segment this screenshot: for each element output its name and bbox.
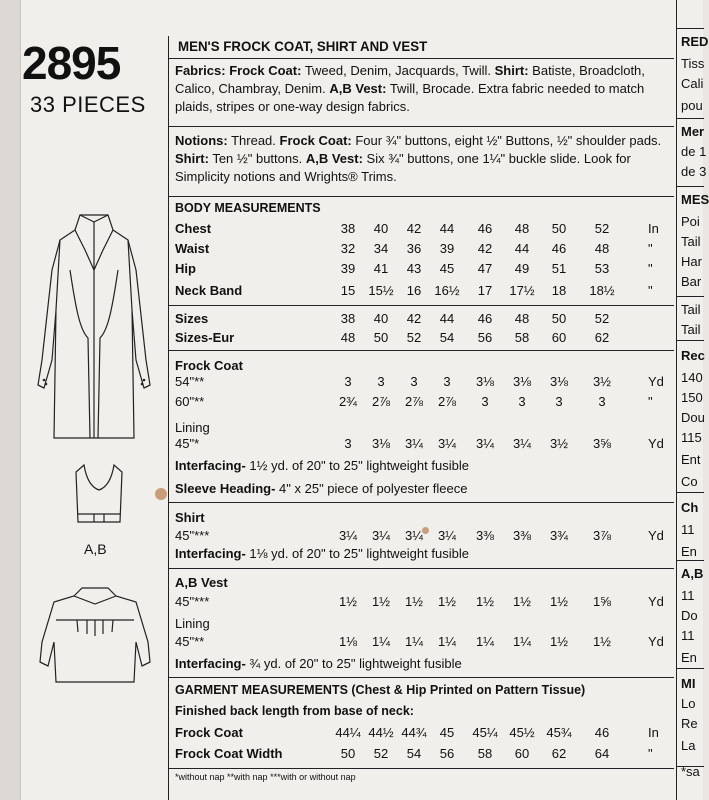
unit-label: " [648, 746, 653, 761]
table-cell: 38 [340, 221, 356, 236]
row-label: 60"** [175, 394, 205, 409]
divider [677, 28, 704, 29]
row-label: Hip [175, 261, 196, 276]
table-cell: 62 [551, 746, 567, 761]
frock-coat-lining-label: Lining [175, 420, 210, 435]
table-cell: 44¾ [401, 725, 427, 740]
unit-label: " [648, 241, 653, 256]
table-cell: 50 [373, 330, 389, 345]
garment-measurements-header: GARMENT MEASUREMENTS (Chest & Hip Printed on Pattern Tissue) [175, 683, 586, 697]
table-cell: 3¼ [404, 436, 424, 451]
table-cell: 1⅝ [592, 594, 612, 609]
fabrics-shirt-text: Batiste, Broadcloth, Calico, Chambray, Denim. [175, 63, 645, 96]
row-label: 45"*** [175, 594, 210, 609]
cutoff-text: MES [681, 192, 709, 207]
vest-sketch [72, 462, 126, 530]
fabrics-section [175, 62, 671, 116]
table-cell: 52 [373, 746, 389, 761]
table-cell: 58 [477, 746, 493, 761]
table-cell: 1¼ [512, 634, 532, 649]
table-cell: 18 [551, 283, 567, 298]
table-cell: 44½ [368, 725, 394, 740]
table-cell: 1½ [549, 634, 569, 649]
frock-coat-interfacing [175, 458, 469, 473]
row-label: Sizes [175, 311, 209, 326]
row-label: 54"** [175, 374, 205, 389]
table-cell: 3⅜ [512, 528, 532, 543]
divider [677, 560, 704, 561]
table-cell: 3⅛ [512, 374, 532, 389]
table-cell: 45 [439, 261, 455, 276]
fabrics-vest-label: A,B Vest: [329, 81, 387, 96]
table-cell: 44 [439, 311, 455, 326]
table-cell: 3¼ [437, 436, 457, 451]
table-cell: 1½ [512, 594, 532, 609]
frock-coat-sketch [30, 210, 160, 445]
table-cell: 3⅛ [475, 374, 495, 389]
pattern-number: 2895 [22, 37, 121, 89]
table-cell: 3½ [549, 436, 569, 451]
table-cell: 3¾ [549, 528, 569, 543]
vest-lining-label: Lining [175, 616, 210, 631]
table-cell: 32 [340, 241, 356, 256]
cutoff-text: En [681, 544, 697, 559]
envelope-edge [0, 0, 21, 800]
table-cell: 42 [406, 221, 422, 236]
table-cell: 48 [514, 221, 530, 236]
table-cell: 60 [514, 746, 530, 761]
body-measurements-header: BODY MEASUREMENTS [175, 201, 321, 215]
unit-label: Yd [648, 594, 664, 609]
cutoff-text: Tail [681, 234, 701, 249]
divider [677, 492, 704, 493]
table-cell: 17½ [509, 283, 535, 298]
divider [677, 186, 704, 187]
divider [168, 126, 674, 127]
unit-label: Yd [648, 528, 664, 543]
shirt-header: Shirt [175, 510, 205, 525]
shirt-interfacing [175, 546, 469, 561]
table-row [175, 594, 671, 612]
table-row [175, 634, 671, 652]
table-cell: 3¼ [437, 528, 457, 543]
table-cell: 34 [373, 241, 389, 256]
table-cell: 2⅞ [437, 394, 457, 409]
unit-label: In [648, 725, 659, 740]
table-cell: 46 [477, 221, 493, 236]
table-cell: 1½ [437, 594, 457, 609]
table-cell: 2¾ [338, 394, 358, 409]
table-cell: 56 [477, 330, 493, 345]
frock-coat-header: Frock Coat [175, 358, 243, 373]
table-cell: 3⅛ [371, 436, 391, 451]
interfacing-label: Interfacing- [175, 458, 246, 473]
divider [168, 58, 674, 59]
unit-label: " [648, 394, 653, 409]
table-cell: 38 [340, 311, 356, 326]
table-cell: 3⅛ [549, 374, 569, 389]
sleeve-heading-label: Sleeve Heading- [175, 481, 276, 496]
table-cell: 3 [377, 374, 385, 389]
table-cell: 39 [439, 241, 455, 256]
table-row [175, 221, 671, 239]
table-cell: 45¼ [472, 725, 498, 740]
cutoff-text: RED [681, 34, 709, 49]
table-row [175, 374, 671, 392]
notions-coat-text: Four ¾" buttons, eight ½" Buttons, ½" shoulder pads. [351, 133, 662, 148]
table-cell: 3¼ [512, 436, 532, 451]
table-cell: 3¼ [338, 528, 358, 543]
interfacing-text: 1½ yd. of 20" to 25" lightweight fusible [245, 458, 469, 473]
table-cell: 49 [514, 261, 530, 276]
table-cell: 3¼ [475, 436, 495, 451]
table-cell: 53 [594, 261, 610, 276]
table-cell: 54 [406, 746, 422, 761]
divider [168, 677, 674, 678]
table-cell: 3 [598, 394, 606, 409]
table-cell: 1⅛ [338, 634, 358, 649]
cutoff-text: Mer [681, 124, 705, 139]
cutoff-text: A,B [681, 566, 704, 581]
table-cell: 36 [406, 241, 422, 256]
divider [168, 196, 674, 197]
vest-view-label: A,B [84, 541, 107, 557]
table-cell: 39 [340, 261, 356, 276]
unit-label: Yd [648, 436, 664, 451]
table-cell: 42 [406, 311, 422, 326]
table-cell: 1¼ [371, 634, 391, 649]
table-cell: 3¼ [404, 528, 424, 543]
table-cell: 3 [443, 374, 451, 389]
divider [168, 502, 674, 503]
table-cell: 58 [514, 330, 530, 345]
table-cell: 40 [373, 311, 389, 326]
cutoff-text: Do [681, 608, 698, 623]
table-cell: 3 [344, 436, 352, 451]
cutoff-text: 150 [681, 390, 703, 405]
table-row [175, 261, 671, 279]
table-cell: 1½ [371, 594, 391, 609]
fabrics-coat-text: Tweed, Denim, Jacquards, Twill. [301, 63, 495, 78]
table-cell: 3⅝ [592, 436, 612, 451]
row-label: 45"* [175, 436, 200, 451]
table-cell: 40 [373, 221, 389, 236]
table-cell: 50 [551, 311, 567, 326]
interfacing-label: Interfacing- [175, 546, 246, 561]
row-label: Frock Coat [175, 725, 243, 740]
table-cell: 44¼ [335, 725, 361, 740]
table-row [175, 311, 671, 329]
divider [677, 296, 704, 297]
interfacing-text: ¾ yd. of 20" to 25" lightweight fusible [245, 656, 462, 671]
fabrics-coat-label: Frock Coat: [229, 63, 302, 78]
divider [677, 668, 704, 669]
row-label: Sizes-Eur [175, 330, 235, 345]
table-cell: 16 [406, 283, 422, 298]
cutoff-text: 115 [681, 430, 702, 445]
table-cell: 3 [481, 394, 489, 409]
fabrics-shirt-label: Shirt: [494, 63, 529, 78]
table-cell: 45½ [509, 725, 535, 740]
fabrics-heading: Fabrics: [175, 63, 226, 78]
vest-header: A,B Vest [175, 575, 228, 590]
cutoff-text: de 1 [681, 144, 707, 159]
table-cell: 18½ [589, 283, 615, 298]
table-cell: 17 [477, 283, 493, 298]
table-cell: 1¼ [475, 634, 495, 649]
table-cell: 15 [340, 283, 356, 298]
adjacent-panel-cutoff [676, 0, 709, 800]
row-label: Waist [175, 241, 210, 256]
divider [168, 568, 674, 569]
table-row [175, 394, 671, 412]
notions-coat-label: Frock Coat: [279, 133, 352, 148]
table-cell: 47 [477, 261, 493, 276]
table-cell: 64 [594, 746, 610, 761]
footnote: *without nap **with nap ***with or without nap [175, 772, 356, 782]
table-row [175, 725, 671, 743]
pieces-count: 33 PIECES [30, 92, 146, 117]
cutoff-text: Tiss [681, 56, 705, 71]
table-cell: 16½ [434, 283, 460, 298]
divider [168, 350, 674, 351]
cutoff-text: 11 [681, 628, 695, 643]
cutoff-text: Re [681, 716, 698, 731]
table-cell: 56 [439, 746, 455, 761]
divider [677, 340, 704, 341]
table-cell: 50 [340, 746, 356, 761]
table-cell: 3 [410, 374, 418, 389]
sleeve-heading-text: 4" x 25" piece of polyester fleece [275, 481, 468, 496]
vest-interfacing [175, 656, 462, 671]
cutoff-text: Ch [681, 500, 699, 515]
table-cell: 48 [340, 330, 356, 345]
row-label: 45"** [175, 634, 205, 649]
shirt-sketch [32, 582, 158, 687]
table-cell: 44 [439, 221, 455, 236]
cutoff-text: Rec [681, 348, 705, 363]
table-cell: 60 [551, 330, 567, 345]
table-cell: 45 [439, 725, 455, 740]
pattern-title: MEN'S FROCK COAT, SHIRT AND VEST [178, 38, 428, 54]
stain-mark [155, 488, 167, 500]
table-row [175, 746, 671, 764]
cutoff-text: Tail [681, 322, 701, 337]
table-cell: 3 [344, 374, 352, 389]
table-row [175, 436, 671, 454]
table-cell: 54 [439, 330, 455, 345]
fabrics-vest-text: Twill, Brocade. Extra fabric needed to match plaids, stripes or one-way design fabrics. [175, 81, 645, 114]
cutoff-text: Co [681, 474, 698, 489]
unit-label: " [648, 283, 653, 298]
garment-measurements-sub: Finished back length from base of neck: [175, 704, 414, 718]
row-label: Chest [175, 221, 212, 236]
table-row [175, 528, 671, 546]
notions-heading: Notions: [175, 133, 228, 148]
table-cell: 41 [373, 261, 389, 276]
cutoff-text: Poi [681, 214, 700, 229]
notions-shirt-text: Ten ½" buttons. [208, 151, 306, 166]
interfacing-text: 1⅛ yd. of 20" to 25" lightweight fusible [245, 546, 469, 561]
table-cell: 3 [555, 394, 563, 409]
sleeve-heading [175, 481, 468, 496]
table-cell: 46 [551, 241, 567, 256]
unit-label: " [648, 261, 653, 276]
cutoff-text: 140 [681, 370, 703, 385]
table-cell: 3 [518, 394, 526, 409]
table-cell: 48 [514, 311, 530, 326]
cutoff-text: Lo [681, 696, 696, 711]
cutoff-text: MI [681, 676, 696, 691]
table-cell: 45¾ [546, 725, 572, 740]
table-cell: 52 [406, 330, 422, 345]
table-cell: 46 [477, 311, 493, 326]
table-cell: 1½ [338, 594, 358, 609]
table-cell: 3¼ [371, 528, 391, 543]
table-cell: 44 [514, 241, 530, 256]
notions-shirt-label: Shirt: [175, 151, 209, 166]
table-cell: 52 [594, 221, 610, 236]
table-cell: 42 [477, 241, 493, 256]
cutoff-text: Dou [681, 410, 705, 425]
divider [677, 766, 704, 767]
table-cell: 3⅞ [592, 528, 612, 543]
unit-label: Yd [648, 634, 664, 649]
row-label: 45"*** [175, 528, 210, 543]
cutoff-text: Cali [681, 76, 704, 91]
table-cell: 51 [551, 261, 567, 276]
cutoff-text: *sa [681, 764, 700, 779]
table-cell: 43 [406, 261, 422, 276]
table-cell: 1¼ [404, 634, 424, 649]
interfacing-label: Interfacing- [175, 656, 246, 671]
row-label: Neck Band [175, 283, 243, 298]
cutoff-text: Bar [681, 274, 702, 289]
table-cell: 48 [594, 241, 610, 256]
table-cell: 50 [551, 221, 567, 236]
divider [168, 305, 674, 306]
table-cell: 1¼ [437, 634, 457, 649]
divider [677, 118, 704, 119]
table-cell: 3½ [592, 374, 612, 389]
notions-section [175, 132, 671, 186]
table-cell: 1½ [404, 594, 424, 609]
table-cell: 52 [594, 311, 610, 326]
notions-vest-text: Six ¾" buttons, one 1¼" buckle slide. Look for Simplicity notions and Wrights® Trims. [175, 151, 631, 184]
cutoff-text: 11 [681, 588, 695, 603]
row-label: Frock Coat Width [175, 746, 283, 761]
cutoff-text: Har [681, 254, 702, 269]
cutoff-text: de 3 [681, 164, 707, 179]
table-cell: 1½ [475, 594, 495, 609]
notions-thread: Thread. [227, 133, 280, 148]
table-row [175, 283, 671, 301]
table-cell: 2⅞ [371, 394, 391, 409]
table-cell: 62 [594, 330, 610, 345]
table-cell: 15½ [368, 283, 394, 298]
unit-label: In [648, 221, 659, 236]
table-cell: 46 [594, 725, 610, 740]
cutoff-text: Tail [681, 302, 701, 317]
notions-vest-label: A,B Vest: [305, 151, 363, 166]
divider [168, 768, 674, 769]
table-row [175, 330, 671, 348]
cutoff-text: En [681, 650, 697, 665]
cutoff-text: pou [681, 98, 703, 113]
table-cell: 1½ [549, 594, 569, 609]
cutoff-text: La [681, 738, 696, 753]
table-row [175, 241, 671, 259]
cutoff-text: 11 [681, 522, 695, 537]
table-cell: 3⅜ [475, 528, 495, 543]
table-cell: 1½ [592, 634, 612, 649]
unit-label: Yd [648, 374, 664, 389]
table-cell: 2⅞ [404, 394, 424, 409]
cutoff-text: Ent [681, 452, 701, 467]
